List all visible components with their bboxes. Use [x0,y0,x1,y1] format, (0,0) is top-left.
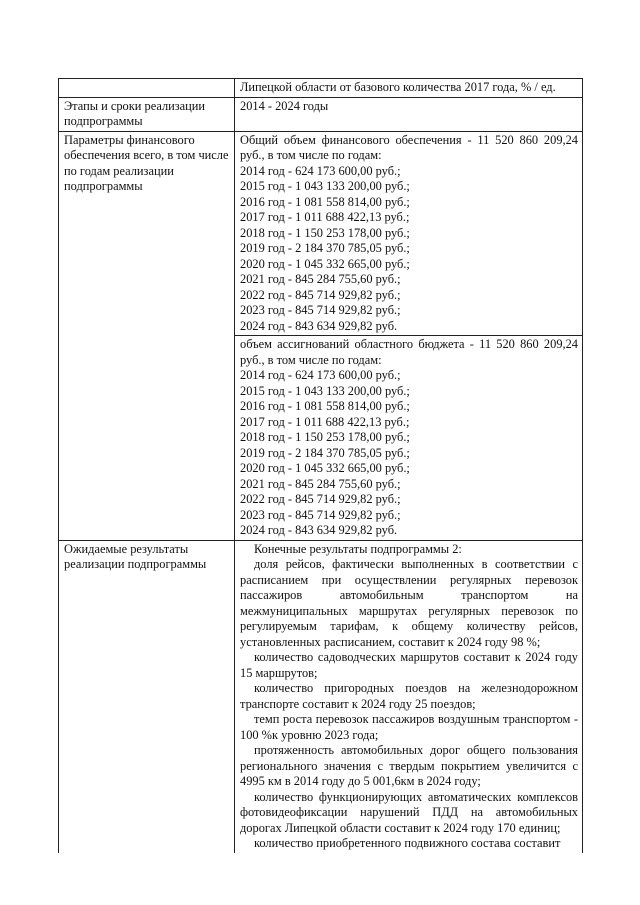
finance-regional-year: 2017 год - 1 011 688 422,13 руб.; [240,414,410,429]
results-item: доля рейсов, фактически выполненных в соответствии с расписанием при осуществлении регулярных перевозок пассажиров автомобильным транспортом на межмуниципальных маршрутах регулярных перевозок по регулируемым тарифам, к общему количеству рейсов, установленных расписанием, составит к 2024 году 98 %; [240,557,578,649]
results-item: темп роста перевозок пассажиров воздушным транспортом - 100 %к уровню 2023 года; [240,712,578,742]
table-row [59,97,583,131]
finance-regional-year: 2019 год - 2 184 370 785,05 руб.; [240,445,410,460]
finance-regional-year: 2018 год - 1 150 253 178,00 руб.; [240,430,410,444]
subprogram-passport-table [58,78,583,853]
finance-regional-year: 2023 год - 845 714 929,82 руб.; [240,507,401,522]
results-item: количество функционирующих автоматических комплексов фотовидеофиксации нарушений ПДД на автомобильных дорогах Липецкой области составит к 2024 году 170 единиц; [240,789,578,835]
finance-total-year: 2019 год - 2 184 370 785,05 руб.; [240,241,410,255]
row-label-results: Ожидаемые результаты реализации подпрограммы [59,540,235,853]
results-item: количество приобретенного подвижного состава составит [254,836,561,850]
finance-total-year: 2022 год - 845 714 929,82 руб.; [240,287,401,302]
finance-total-year: 2020 год - 1 045 332 665,00 руб.; [240,256,410,271]
table-row [59,540,583,853]
finance-total-year: 2021 год - 845 284 755,60 руб.; [240,272,401,286]
finance-regional-year: 2020 год - 1 045 332 665,00 руб.; [240,461,410,475]
finance-regional-intro: объем ассигнований областного бюджета - 11 520 860 209,24 руб., в том числе по годам: [240,337,578,367]
results-heading: Конечные результаты подпрограммы 2: [254,541,462,556]
finance-total-cell [235,131,583,336]
results-item: протяженность автомобильных дорог общего пользования регионального значения с твердым покрытием увеличится с 4995 км в 2014 году до 5 001,6км в 2024 году; [240,743,578,788]
finance-total-year: 2014 год - 624 173 600,00 руб.; [240,163,401,178]
row-label-stages: Этапы и сроки реализации подпрограммы [59,97,235,131]
table-row [59,79,583,98]
finance-regional-year: 2014 год - 624 173 600,00 руб.; [240,368,401,382]
finance-regional-year: 2024 год - 843 634 929,82 руб. [240,523,398,537]
results-item: количество садоводческих маршрутов составит к 2024 году 15 маршрутов; [240,650,578,680]
row-label-empty [59,79,235,98]
row-value-continued-indicator: Липецкой области от базового количества 2017 года, % / ед. [235,79,583,98]
results-cell [235,540,583,853]
finance-regional-cell [235,336,583,541]
finance-total-year: 2015 год - 1 043 133 200,00 руб.; [240,179,410,193]
table-row [59,131,583,336]
finance-total-intro: Общий объем финансового обеспечения - 11 520 860 209,24 руб., в том числе по годам: [240,132,578,162]
finance-regional-year: 2022 год - 845 714 929,82 руб.; [240,492,401,506]
finance-total-year: 2024 год - 843 634 929,82 руб. [240,318,398,333]
finance-total-year: 2023 год - 845 714 929,82 руб.; [240,303,401,317]
row-label-finance: Параметры финансового обеспечения всего, в том числе по годам реализации подпрограммы [59,131,235,540]
finance-regional-year: 2015 год - 1 043 133 200,00 руб.; [240,383,410,398]
finance-total-year: 2018 год - 1 150 253 178,00 руб.; [240,225,410,240]
finance-regional-year: 2016 год - 1 081 558 814,00 руб.; [240,399,410,413]
finance-regional-year: 2021 год - 845 284 755,60 руб.; [240,476,401,491]
finance-total-year: 2017 год - 1 011 688 422,13 руб.; [240,210,410,224]
row-value-stages: 2014 - 2024 годы [235,97,583,131]
results-item: количество пригородных поездов на железнодорожном транспорте составит к 2024 году 25 поездов; [240,681,578,711]
finance-total-year: 2016 год - 1 081 558 814,00 руб.; [240,194,410,209]
